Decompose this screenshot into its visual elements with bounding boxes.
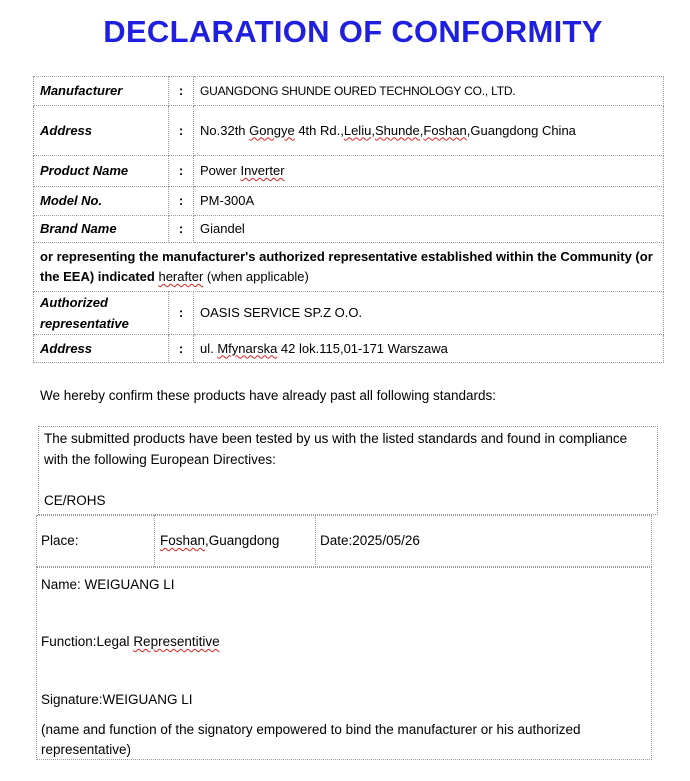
product-name-pre: Power bbox=[200, 163, 241, 178]
address-word-leliu: Leliu bbox=[343, 122, 372, 138]
product-name-colon: : bbox=[169, 156, 194, 187]
model-no-label: Model No. bbox=[34, 187, 169, 216]
authorized-rep-colon: : bbox=[169, 292, 194, 335]
address-mid: 4th Rd., bbox=[294, 122, 344, 138]
representing-part1: or representing the manufacturer's authorized representative established within the Community (or the EEA) indicated bbox=[40, 249, 653, 284]
address-row bbox=[34, 106, 664, 156]
manufacturer-colon: : bbox=[169, 77, 194, 106]
representing-part2: herafter bbox=[158, 269, 204, 284]
address-word-gongye: Gongye bbox=[249, 122, 295, 138]
address-word-shunde: Shunde bbox=[374, 122, 420, 138]
address-word-foshan: Foshan bbox=[423, 122, 467, 138]
info-table bbox=[33, 76, 664, 363]
brand-name-colon: : bbox=[169, 216, 194, 243]
date-label: Date: bbox=[320, 533, 353, 548]
representing-text bbox=[34, 243, 664, 292]
model-no-value: PM-300A bbox=[194, 187, 664, 216]
tested-text: The submitted products have been tested by us with the listed standards and found in compliance with the following European Directives: bbox=[44, 431, 628, 467]
address-post: ,Guangdong China bbox=[466, 122, 576, 138]
place-value bbox=[160, 533, 279, 548]
model-no-colon: : bbox=[169, 187, 194, 216]
place-divider bbox=[154, 515, 155, 567]
product-name-value bbox=[194, 156, 664, 187]
directives-text: CE/ROHS bbox=[44, 493, 106, 508]
address-colon: : bbox=[169, 106, 194, 156]
address-label: Address bbox=[34, 106, 169, 156]
confirm-statement: We hereby confirm these products have already past all following standards: bbox=[40, 388, 496, 403]
manufacturer-label: Manufacturer bbox=[34, 77, 169, 106]
product-name-row bbox=[34, 156, 664, 187]
function-pre: Function:Legal bbox=[41, 634, 134, 649]
model-no-row bbox=[34, 187, 664, 216]
address-comma-1: , bbox=[371, 122, 375, 138]
product-name-label: Product Name bbox=[34, 156, 169, 187]
brand-name-row bbox=[34, 216, 664, 243]
name-line: Name: WEIGUANG LI bbox=[41, 577, 175, 592]
signatory-note: (name and function of the signatory empowered to bind the manufacturer or his authorized representative) bbox=[41, 722, 581, 757]
rep-address-colon: : bbox=[169, 335, 194, 363]
representing-part3: (when applicable) bbox=[203, 269, 309, 284]
manufacturer-row bbox=[34, 77, 664, 106]
representing-row bbox=[34, 243, 664, 292]
authorized-rep-row bbox=[34, 292, 664, 335]
authorized-rep-label: Authorized representative bbox=[34, 292, 169, 335]
brand-name-value: Giandel bbox=[194, 216, 664, 243]
function-word: Representitive bbox=[133, 634, 220, 649]
address-comma-2: , bbox=[419, 122, 424, 138]
place-value-post: ,Guangdong bbox=[205, 533, 280, 548]
signature-line: Signature:WEIGUANG LI bbox=[41, 692, 193, 707]
rep-address-word: Mfynarska bbox=[217, 340, 278, 356]
address-pre: No.32th bbox=[200, 122, 250, 138]
manufacturer-value bbox=[194, 77, 664, 106]
date-value: 2025/05/26 bbox=[352, 533, 420, 548]
place-label: Place: bbox=[41, 533, 79, 548]
rep-address-value bbox=[194, 335, 664, 363]
date-field bbox=[320, 533, 420, 548]
brand-name-label: Brand Name bbox=[34, 216, 169, 243]
document-title: DECLARATION OF CONFORMITY bbox=[103, 14, 603, 49]
rep-address-post: 42 lok.115,01-171 Warszawa bbox=[277, 340, 448, 356]
rep-address-pre: ul. bbox=[200, 340, 218, 356]
date-divider bbox=[315, 515, 316, 567]
rep-address-label: Address bbox=[34, 335, 169, 363]
manufacturer-value-text: GUANGDONG SHUNDE OURED TECHNOLOGY CO., LTD. bbox=[200, 84, 516, 98]
place-word-foshan: Foshan bbox=[160, 533, 206, 548]
function-line bbox=[41, 634, 220, 649]
product-name-word: Inverter bbox=[240, 163, 285, 178]
address-value bbox=[194, 106, 664, 156]
authorized-rep-value: OASIS SERVICE SP.Z O.O. bbox=[194, 292, 664, 335]
rep-address-row bbox=[34, 335, 664, 363]
